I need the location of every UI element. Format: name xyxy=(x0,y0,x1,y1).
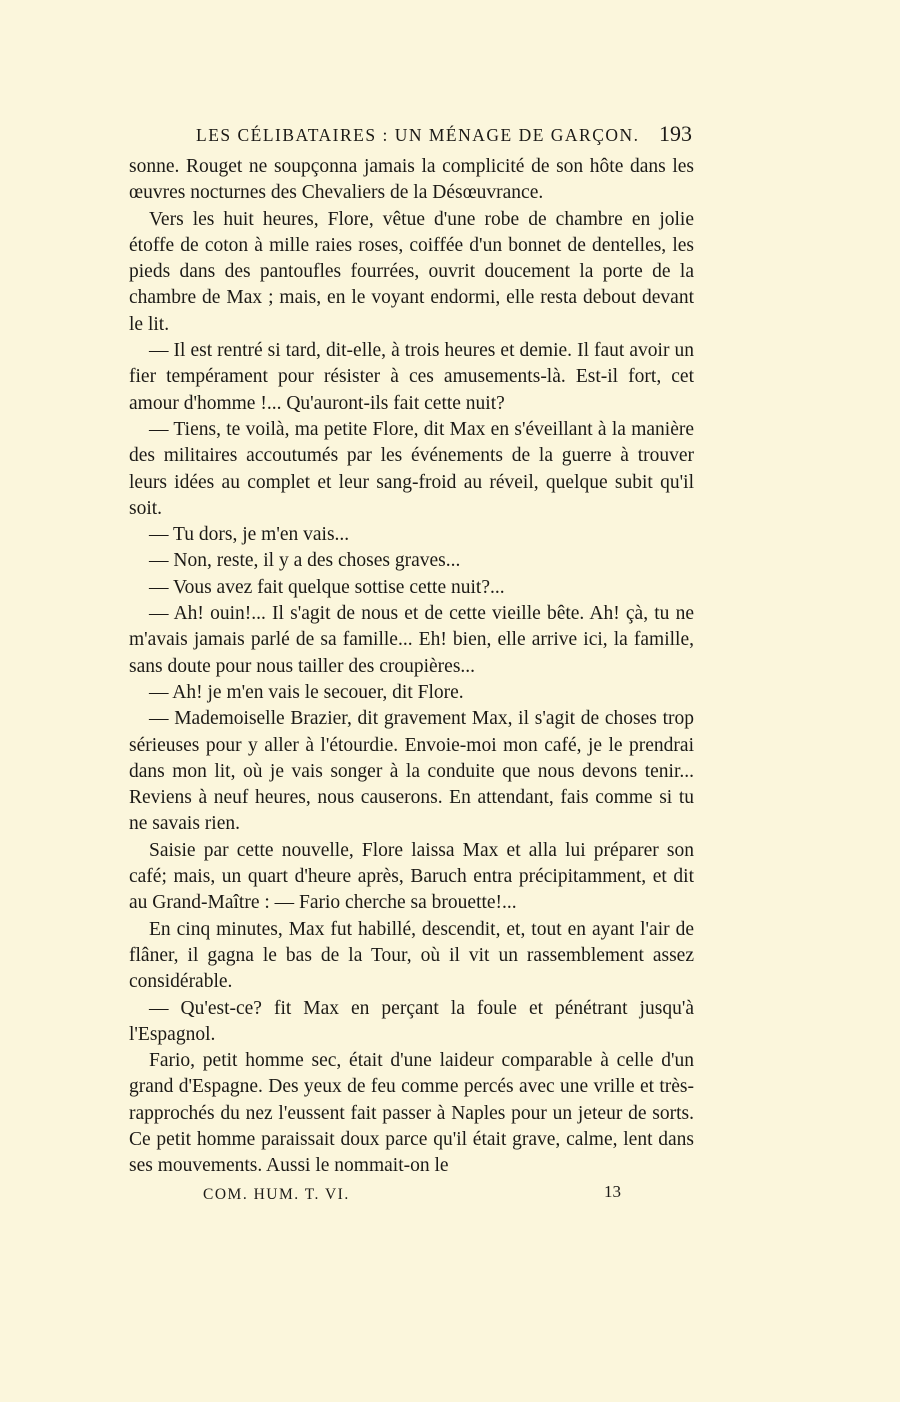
footer-sheet-number: 13 xyxy=(604,1182,621,1201)
paragraph: — Tu dors, je m'en vais... xyxy=(149,524,350,546)
paragraph: Saisie par cette nouvelle, Flore laissa Max et alla lui préparer son café; mais, un quart d'heure après, Baruch entra précipitamment, et dit au Grand-Maître : — Fario cherche sa brouette!... xyxy=(129,839,694,914)
page-number: 193 xyxy=(659,121,692,146)
paragraph: — Vous avez fait quelque sottise cette nuit?... xyxy=(149,576,505,598)
paragraph: — Mademoiselle Brazier, dit gravement Max, il s'agit de choses trop sérieuses pour y aller à l'étourdie. Envoie-moi mon café, je le prendrai dans mon lit, où je vais songer à la conduite que nous devons tenir... Reviens à neuf heures, nous causerons. En attendant, fais comme si tu ne savais rien. xyxy=(129,708,694,835)
paragraph: — Qu'est-ce? fit Max en perçant la foule et pénétrant jusqu'à l'Espagnol. xyxy=(129,997,694,1045)
paragraph: — Tiens, te voilà, ma petite Flore, dit Max en s'éveillant à la manière des militaires accoutumés par les événements de la guerre à trouver leurs idées au complet et leur sang-froid au réveil, quelque subit qu'il soit. xyxy=(129,418,694,519)
paragraph: — Il est rentré si tard, dit-elle, à trois heures et demie. Il faut avoir un fier tempérament pour résister à ces amusements-là. Est-il fort, cet amour d'homme !... Qu'auront-ils fait cette nuit? xyxy=(129,340,694,414)
running-head-title: LES CÉLIBATAIRES : UN MÉNAGE DE GARÇON. xyxy=(196,125,640,145)
page-footer xyxy=(0,1182,900,1212)
running-head xyxy=(196,121,696,151)
paragraph: Vers les huit heures, Flore, vêtue d'une robe de chambre en jolie étoffe de coton à mille raies roses, coiffée d'un bonnet de dentelles, les pieds dans des pantoufles fourrées, ouvrit doucement la porte de la chambre de Max ; mais, en le voyant endormi, elle resta debout devant le lit. xyxy=(129,208,694,335)
body-text xyxy=(129,154,694,1180)
paragraph: — Ah! je m'en vais le secouer, dit Flore. xyxy=(149,681,464,703)
paragraph: En cinq minutes, Max fut habillé, descendit, et, tout en ayant l'air de flâner, il gagna le bas de la Tour, où il vit un rassemblement assez considérable. xyxy=(129,918,694,993)
footer-signature: COM. HUM. T. VI. xyxy=(203,1186,350,1203)
paragraph: sonne. Rouget ne soupçonna jamais la complicité de son hôte dans les œuvres nocturnes des Chevaliers de la Désœuvrance. xyxy=(129,156,694,204)
paragraph: — Ah! ouin!... Il s'agit de nous et de cette vieille bête. Ah! çà, tu ne m'avais jamais parlé de sa famille... Eh! bien, elle arrive ici, la famille, sans doute pour nous tailler des croupières... xyxy=(129,603,694,677)
paragraph: — Non, reste, il y a des choses graves... xyxy=(149,550,461,572)
paragraph: Fario, petit homme sec, était d'une laideur comparable à celle d'un grand d'Espagne. Des yeux de feu comme percés avec une vrille et très-rapprochés du nez l'eussent fait passer à Naples pour un jeteur de sorts. Ce petit homme paraissait doux parce qu'il était grave, calme, lent dans ses mouvements. Aussi le nommait-on le xyxy=(129,1050,694,1177)
